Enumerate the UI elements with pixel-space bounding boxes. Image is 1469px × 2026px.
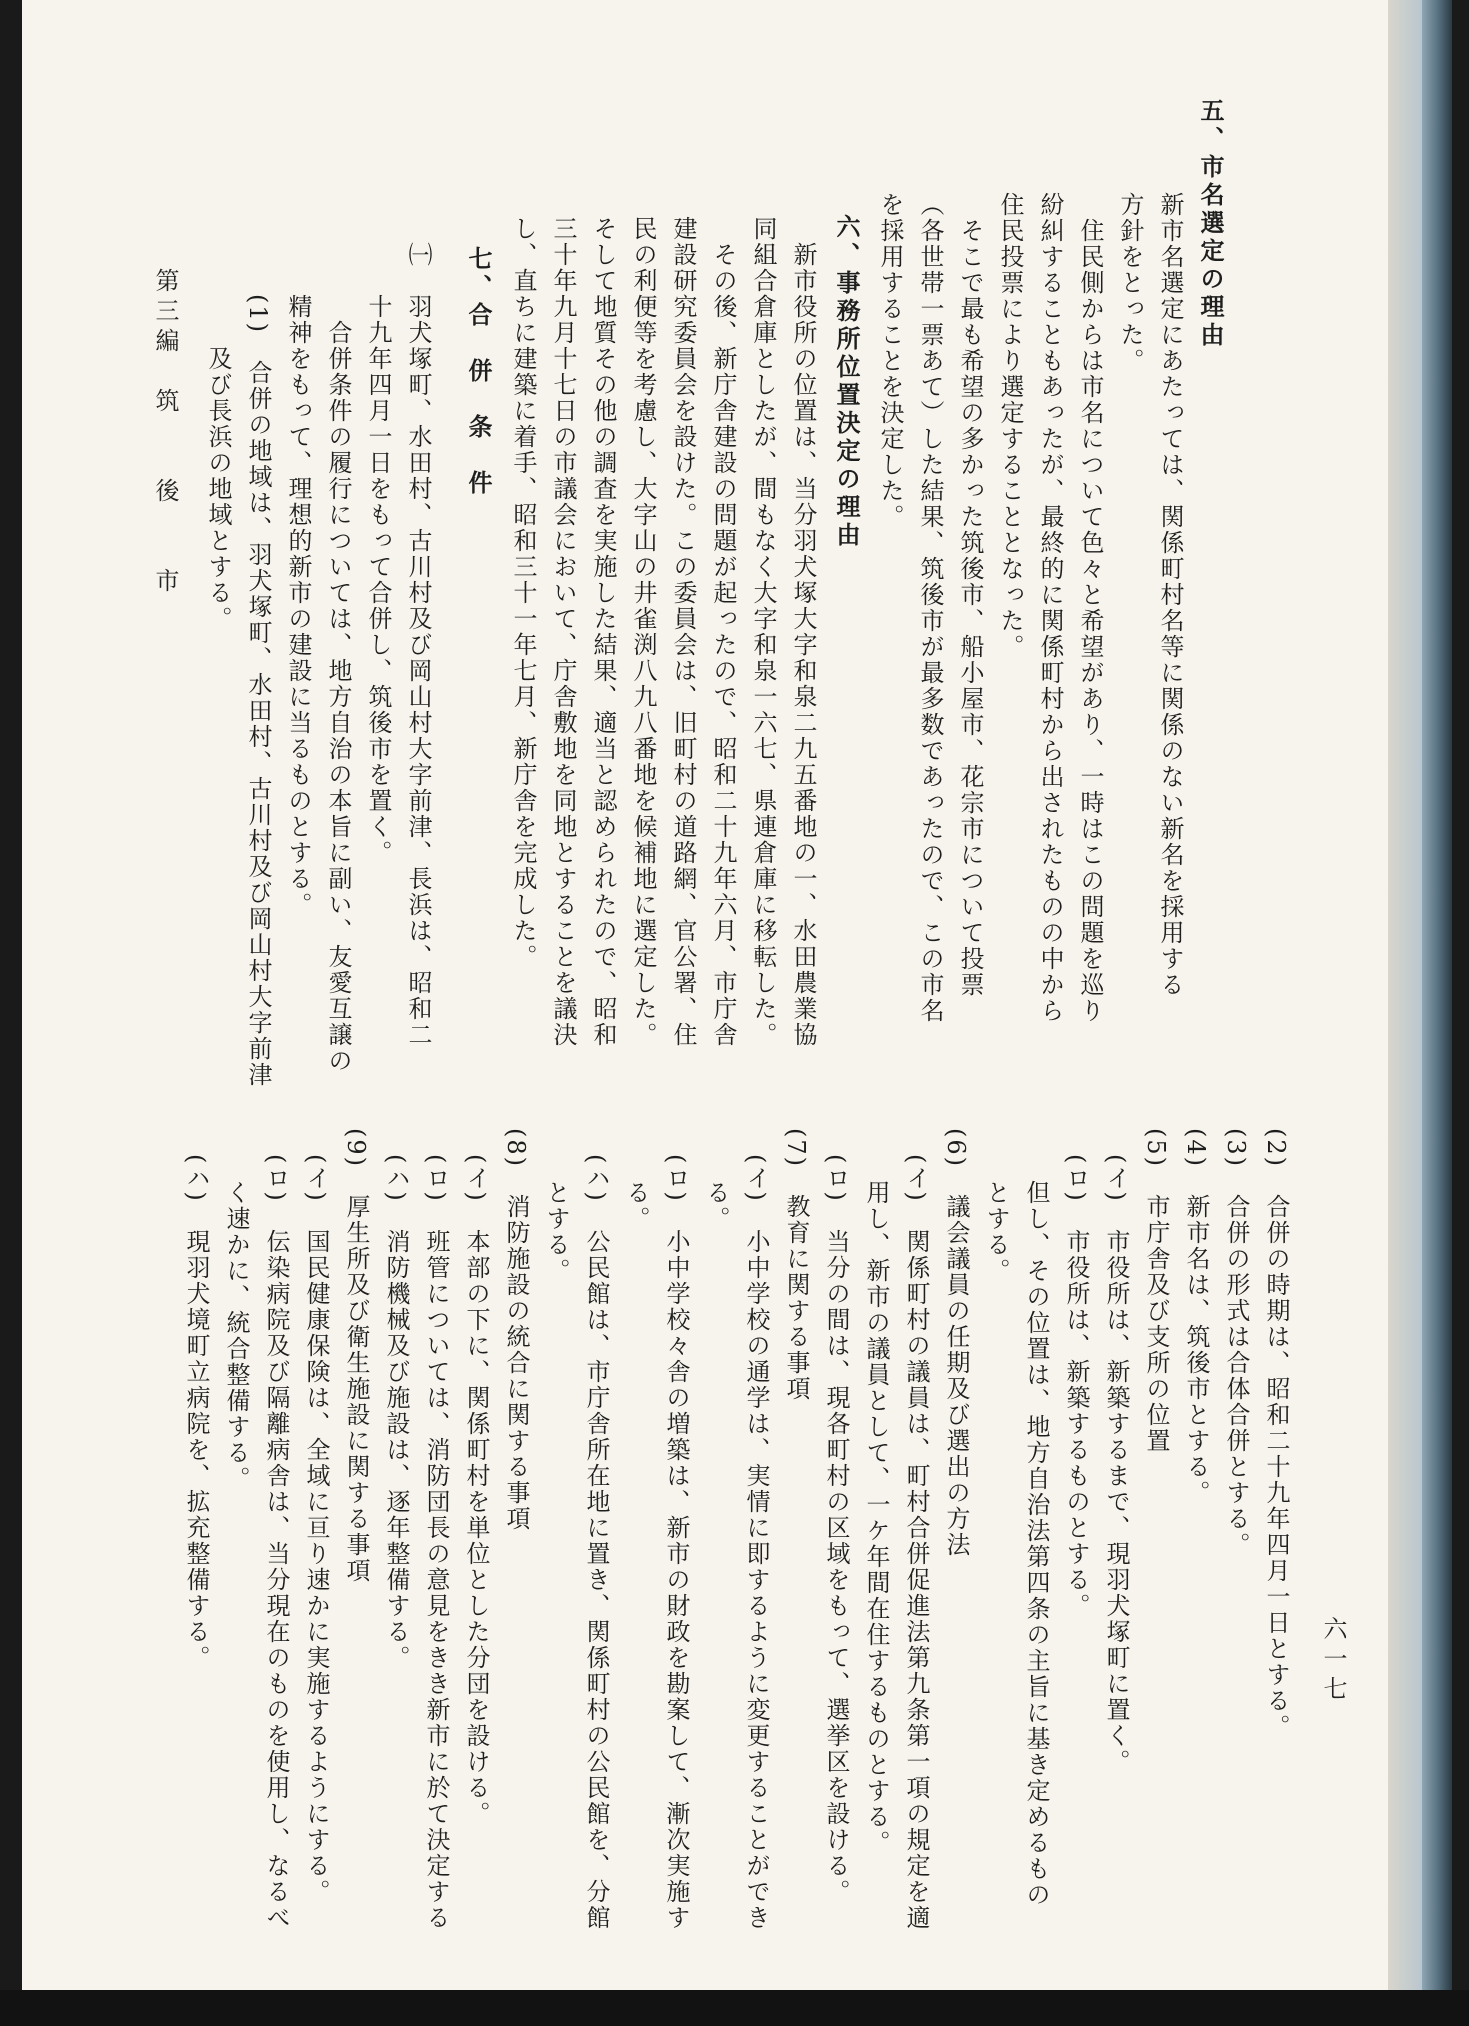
condition-line: (3) 合併の形式は合体合併とする。 [1222,1128,1250,1558]
section-6-line: そして地質その他の調査を実施した結果、適当と認められたので、昭和 [589,216,617,1048]
condition-line: (ロ) 小中学校々舎の増築は、新市の財政を勘案して、漸次実施す [662,1128,690,1931]
section-6-line: 建設研究委員会を設けた。この委員会は、旧町村の道路網、官公署、住 [669,216,697,1048]
page-number: 六一七 [1319,1616,1347,1706]
section-7-line: 合併条件の履行については、地方自治の本旨に副い、友愛互譲の [324,242,352,1074]
section-7-heading: 七、合 併 条 件 [464,246,492,498]
section-5-line: 住民投票により選定することとなった。 [996,192,1024,660]
condition-line: る。 [622,1128,650,1232]
page-gutter-shadow [1388,0,1422,2026]
condition-line: (イ) 本部の下に、関係町村を単位とした分団を設ける。 [462,1128,490,1827]
section-7-line: (1) 合併の地域は、羽犬塚町、水田村、古川村及び岡山村大字前津 [244,242,272,1088]
condition-line: 用し、新市の議員として、一ケ年間在住するものとする。 [862,1128,890,1856]
condition-line: (9) 厚生所及び衛生施設に関する事項 [342,1128,370,1584]
section-7-line: 精神をもって、理想的新市の建設に当るものとする。 [284,242,312,918]
condition-line: (イ) 関係町村の議員は、町村合併促進法第九条第一項の規定を適 [902,1128,930,1931]
section-5-heading: 五、市名選定の理由 [1196,98,1224,350]
running-head: 第三編 筑 後 市 [151,268,179,598]
section-6-line: 同組合倉庫としたが、間もなく大字和泉一六七、県連倉庫に移転した。 [749,216,777,1048]
condition-line: く速かに、統合整備する。 [222,1128,250,1492]
condition-line: る。 [702,1128,730,1232]
condition-line: (6) 議会議員の任期及び選出の方法 [942,1128,970,1558]
condition-line: (5) 市庁舎及び支所の位置 [1142,1128,1170,1454]
section-7-line: 及び長浜の地域とする。 [204,242,232,632]
condition-line: (4) 新市名は、筑後市とする。 [1182,1128,1210,1506]
section-5-line: を採用することを決定した。 [876,192,904,530]
section-6-line: 新市役所の位置は、当分羽犬塚大字和泉二九五番地の一、水田農業協 [789,216,817,1048]
section-5-line: 方針をとった。 [1116,192,1144,374]
section-7-line: 十九年四月一日をもって合併し、筑後市を置く。 [364,242,392,866]
section-5-line: 住民側からは市名について色々と希望があり、一時はこの問題を巡り [1076,192,1104,1024]
condition-line: とする。 [542,1128,570,1284]
condition-line: (ハ) 消防機械及び施設は、逐年整備する。 [382,1128,410,1671]
condition-line: (ロ) 市役所は、新築するものとする。 [1062,1128,1090,1619]
condition-line: とする。 [982,1128,1010,1284]
section-5-line: 紛糾することもあったが、最終的に関係町村から出されたものの中から [1036,192,1064,1024]
condition-line: (8) 消防施設の統合に関する事項 [502,1128,530,1532]
condition-line: (ハ) 現羽犬境町立病院を、拡充整備する。 [182,1128,210,1671]
section-6-line: その後、新庁舎建設の問題が起ったので、昭和二十九年六月、市庁舎 [709,216,737,1048]
condition-line: (ロ) 伝染病院及び隔離病舎は、当分現在のものを使用し、なるべ [262,1128,290,1931]
condition-line: (ロ) 当分の間は、現各町村の区域をもって、選挙区を設ける。 [822,1128,850,1905]
condition-line: (ハ) 公民館は、市庁舎所在地に置き、関係町村の公民館を、分館 [582,1128,610,1931]
section-6-heading: 六、事務所位置決定の理由 [832,214,860,550]
section-6-line: し、直ちに建築に着手、昭和三十一年七月、新庁舎を完成した。 [509,216,537,970]
condition-line: (ロ) 班管については、消防団長の意見をきき新市に於て決定する [422,1128,450,1931]
condition-line: (イ) 国民健康保険は、全域に亘り速かに実施するようにする。 [302,1128,330,1905]
page-edge [1422,0,1452,2026]
scan-border [0,1990,1469,2026]
section-6-line: 三十年九月十七日の市議会において、庁舎敷地を同地とすることを議決 [549,216,577,1048]
condition-line: (イ) 市役所は、新築するまで、現羽犬塚町に置く。 [1102,1128,1130,1775]
section-5-line: 新市名選定にあたっては、関係町村名等に関係のない新名を採用する [1156,192,1184,998]
condition-line: (7) 教育に関する事項 [782,1128,810,1402]
section-7-line: ㈠ 羽犬塚町、水田村、古川村及び岡山村大字前津、長浜は、昭和二 [404,242,432,1048]
condition-line: 但し、その位置は、地方自治法第四条の主旨に基き定めるもの [1022,1128,1050,1908]
section-5-line: （各世帯一票あて）した結果、筑後市が最多数であったので、この市名 [916,192,944,1024]
condition-line: (2) 合併の時期は、昭和二十九年四月一日とする。 [1262,1128,1290,1740]
section-5-line: そこで最も希望の多かった筑後市、船小屋市、花宗市について投票 [956,192,984,998]
section-6-line: 民の利便等を考慮し、大字山の井雀渕八九八番地を候補地に選定した。 [629,216,657,1048]
condition-line: (イ) 小中学校の通学は、実情に即するように変更することができ [742,1128,770,1931]
